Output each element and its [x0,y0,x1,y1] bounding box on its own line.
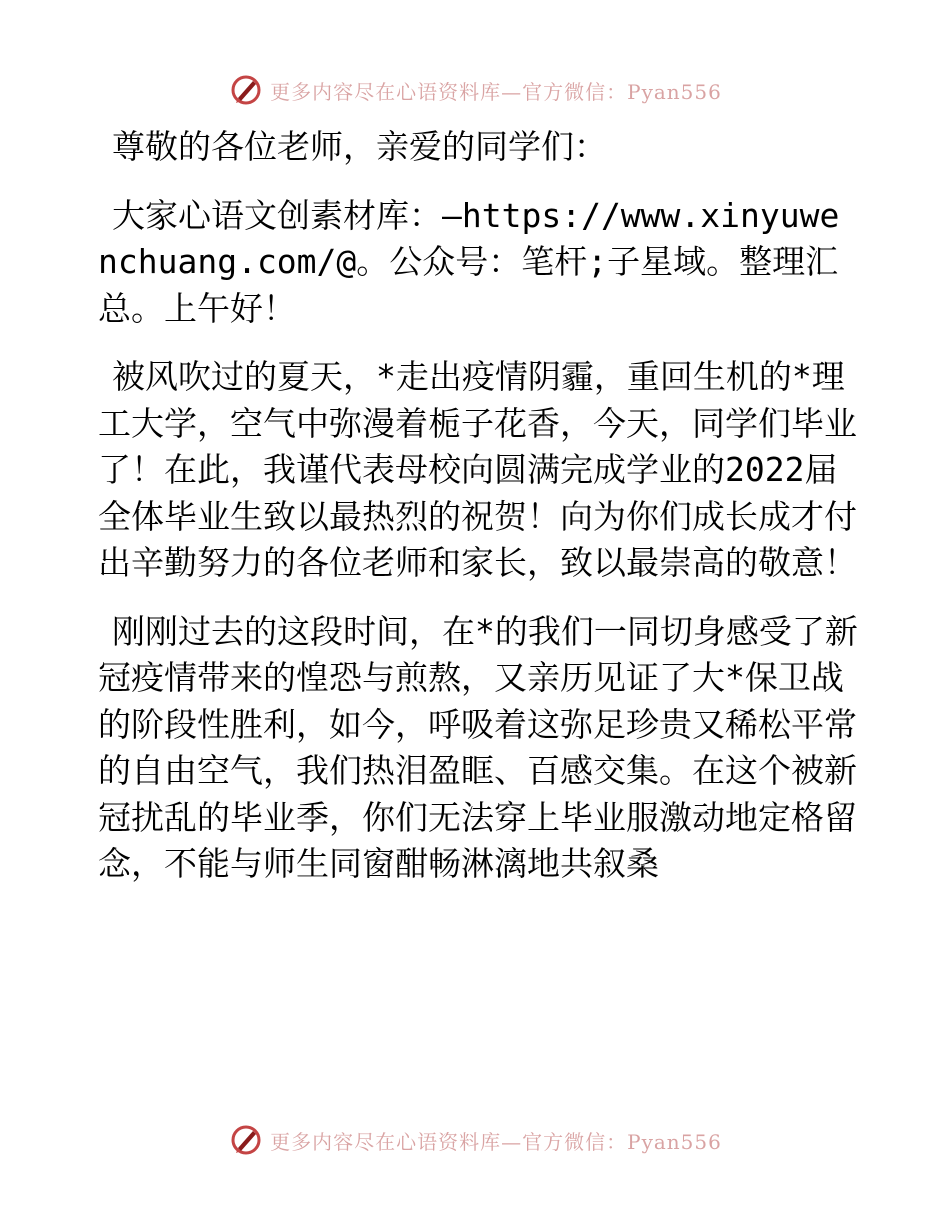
footer-banner [0,1120,950,1160]
header-banner-text: 更多内容尽在心语资料库—官方微信：Pyan556 [270,79,722,104]
header-banner [0,70,950,110]
document-body [98,124,858,888]
pen-logo-icon [228,1122,264,1158]
footer-banner-text: 更多内容尽在心语资料库—官方微信：Pyan556 [270,1129,722,1154]
pandemic-paragraph: 刚刚过去的这段时间，在*的我们一同切身感受了新冠疫情带来的惶恐与煎熬，又亲历见证了大*保卫战的阶段性胜利，如今，呼吸着这弥足珍贵又稀松平常的自由空气，我们热泪盈眶、百感交集。在这个被新冠扰乱的毕业季，你们无法穿上毕业服激动地定格留念，不能与师生同窗酣畅淋漓地共叙桑 [98,611,858,883]
congratulation-paragraph: 被风吹过的夏天，*走出疫情阴霾，重回生机的*理工大学，空气中弥漫着栀子花香，今天，同学们毕业了！在此，我谨代表母校向圆满完成学业的2022届全体毕业生致以最热烈的祝贺！向为你们成长成才付出辛勤努力的各位老师和家长，致以最崇高的敬意！ [98,357,857,582]
pen-logo-icon [228,72,264,108]
source-paragraph: 大家心语文创素材库：—https://www.xinyuwenchuang.com/@。公众号：笔杆;子星域。整理汇总。上午好！ [98,195,840,328]
salutation-paragraph: 尊敬的各位老师，亲爱的同学们： [112,127,607,166]
